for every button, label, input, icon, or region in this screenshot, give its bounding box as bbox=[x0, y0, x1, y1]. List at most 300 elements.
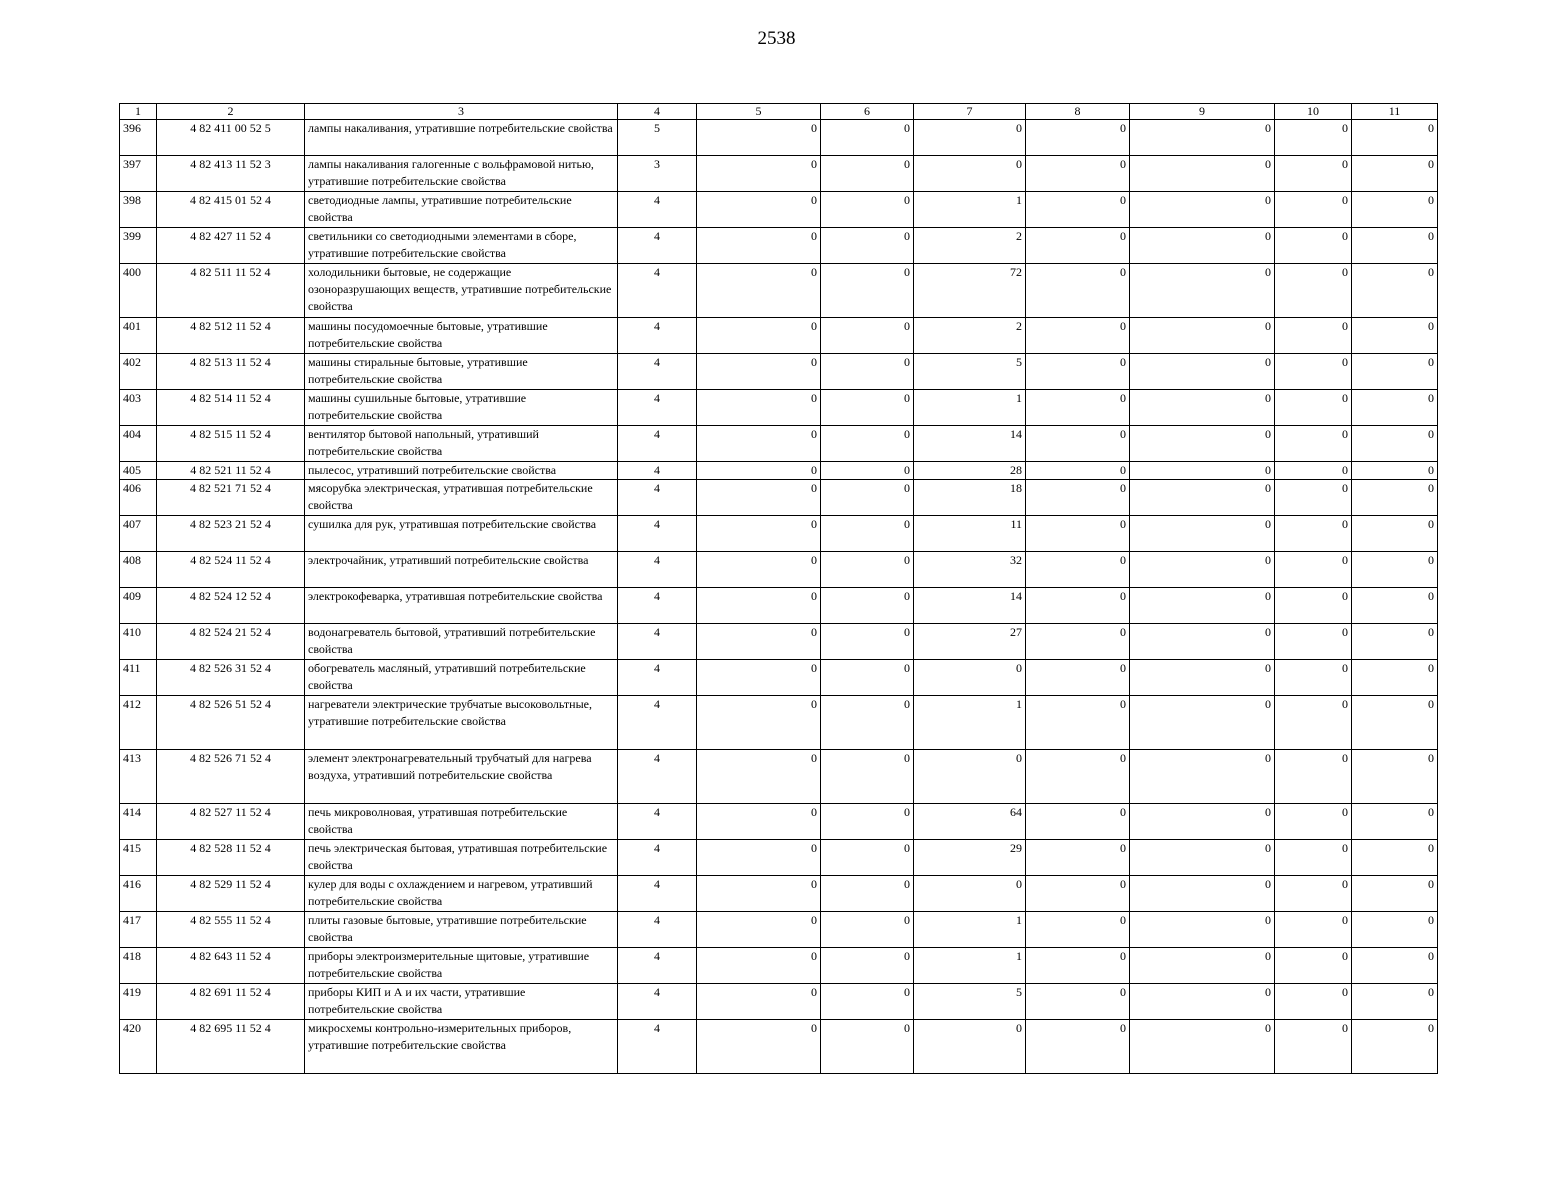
value-cell: 0 bbox=[821, 462, 914, 480]
hazard-class: 4 bbox=[618, 480, 697, 516]
row-number: 412 bbox=[120, 696, 157, 750]
value-cell: 0 bbox=[1130, 120, 1275, 156]
value-cell: 0 bbox=[1130, 948, 1275, 984]
value-cell: 0 bbox=[1275, 426, 1352, 462]
value-cell: 1 bbox=[914, 912, 1026, 948]
hazard-class: 4 bbox=[618, 696, 697, 750]
value-cell: 0 bbox=[1026, 516, 1130, 552]
value-cell: 0 bbox=[1026, 588, 1130, 624]
waste-name: обогреватель масляный, утративший потребительские свойства bbox=[305, 660, 618, 696]
value-cell: 32 bbox=[914, 552, 1026, 588]
value-cell: 0 bbox=[697, 516, 821, 552]
column-header: 3 bbox=[305, 104, 618, 120]
value-cell: 0 bbox=[697, 912, 821, 948]
value-cell: 0 bbox=[697, 696, 821, 750]
value-cell: 0 bbox=[1130, 354, 1275, 390]
table-row bbox=[120, 264, 1438, 318]
value-cell: 0 bbox=[1026, 192, 1130, 228]
value-cell: 0 bbox=[1026, 480, 1130, 516]
column-header: 10 bbox=[1275, 104, 1352, 120]
value-cell: 0 bbox=[1352, 120, 1438, 156]
waste-code: 4 82 526 71 52 4 bbox=[157, 750, 305, 804]
hazard-class: 4 bbox=[618, 624, 697, 660]
hazard-class: 3 bbox=[618, 156, 697, 192]
table-row bbox=[120, 480, 1438, 516]
row-number: 400 bbox=[120, 264, 157, 318]
value-cell: 0 bbox=[1130, 192, 1275, 228]
waste-code: 4 82 521 71 52 4 bbox=[157, 480, 305, 516]
value-cell: 0 bbox=[697, 156, 821, 192]
row-number: 411 bbox=[120, 660, 157, 696]
value-cell: 18 bbox=[914, 480, 1026, 516]
value-cell: 0 bbox=[1130, 750, 1275, 804]
table-row bbox=[120, 462, 1438, 480]
value-cell: 0 bbox=[1352, 750, 1438, 804]
column-header: 11 bbox=[1352, 104, 1438, 120]
value-cell: 0 bbox=[1352, 156, 1438, 192]
column-header: 9 bbox=[1130, 104, 1275, 120]
row-number: 402 bbox=[120, 354, 157, 390]
value-cell: 0 bbox=[914, 750, 1026, 804]
row-number: 405 bbox=[120, 462, 157, 480]
value-cell: 0 bbox=[697, 840, 821, 876]
row-number: 401 bbox=[120, 318, 157, 354]
table-row bbox=[120, 192, 1438, 228]
value-cell: 14 bbox=[914, 588, 1026, 624]
value-cell: 0 bbox=[1026, 804, 1130, 840]
hazard-class: 4 bbox=[618, 354, 697, 390]
table-row bbox=[120, 840, 1438, 876]
waste-name: печь электрическая бытовая, утратившая потребительские свойства bbox=[305, 840, 618, 876]
value-cell: 0 bbox=[1275, 516, 1352, 552]
value-cell: 0 bbox=[821, 696, 914, 750]
waste-code: 4 82 521 11 52 4 bbox=[157, 462, 305, 480]
value-cell: 1 bbox=[914, 948, 1026, 984]
waste-code: 4 82 695 11 52 4 bbox=[157, 1020, 305, 1074]
value-cell: 0 bbox=[697, 120, 821, 156]
row-number: 404 bbox=[120, 426, 157, 462]
hazard-class: 4 bbox=[618, 588, 697, 624]
value-cell: 0 bbox=[1026, 426, 1130, 462]
waste-name: вентилятор бытовой напольный, утративший потребительские свойства bbox=[305, 426, 618, 462]
waste-code: 4 82 515 11 52 4 bbox=[157, 426, 305, 462]
value-cell: 0 bbox=[1275, 354, 1352, 390]
value-cell: 0 bbox=[1352, 588, 1438, 624]
row-number: 419 bbox=[120, 984, 157, 1020]
waste-code: 4 82 524 21 52 4 bbox=[157, 624, 305, 660]
waste-code: 4 82 524 11 52 4 bbox=[157, 552, 305, 588]
value-cell: 0 bbox=[1026, 660, 1130, 696]
table-row bbox=[120, 696, 1438, 750]
value-cell: 0 bbox=[821, 318, 914, 354]
value-cell: 0 bbox=[914, 876, 1026, 912]
value-cell: 0 bbox=[1275, 228, 1352, 264]
value-cell: 0 bbox=[1130, 1020, 1275, 1074]
column-header: 5 bbox=[697, 104, 821, 120]
value-cell: 1 bbox=[914, 696, 1026, 750]
value-cell: 0 bbox=[1352, 840, 1438, 876]
column-header: 1 bbox=[120, 104, 157, 120]
hazard-class: 4 bbox=[618, 264, 697, 318]
value-cell: 27 bbox=[914, 624, 1026, 660]
value-cell: 0 bbox=[1026, 750, 1130, 804]
value-cell: 0 bbox=[821, 390, 914, 426]
header-row bbox=[120, 104, 1438, 120]
value-cell: 0 bbox=[1352, 192, 1438, 228]
value-cell: 0 bbox=[1352, 462, 1438, 480]
value-cell: 0 bbox=[914, 156, 1026, 192]
row-number: 414 bbox=[120, 804, 157, 840]
value-cell: 0 bbox=[1275, 804, 1352, 840]
value-cell: 0 bbox=[1352, 804, 1438, 840]
value-cell: 0 bbox=[914, 1020, 1026, 1074]
value-cell: 1 bbox=[914, 390, 1026, 426]
row-number: 410 bbox=[120, 624, 157, 660]
value-cell: 0 bbox=[1352, 948, 1438, 984]
value-cell: 0 bbox=[821, 984, 914, 1020]
value-cell: 0 bbox=[1275, 750, 1352, 804]
waste-name: машины сушильные бытовые, утратившие потребительские свойства bbox=[305, 390, 618, 426]
table-row bbox=[120, 588, 1438, 624]
value-cell: 0 bbox=[1352, 552, 1438, 588]
value-cell: 0 bbox=[697, 552, 821, 588]
value-cell: 0 bbox=[1352, 480, 1438, 516]
table-row bbox=[120, 750, 1438, 804]
row-number: 396 bbox=[120, 120, 157, 156]
hazard-class: 4 bbox=[618, 318, 697, 354]
hazard-class: 4 bbox=[618, 516, 697, 552]
value-cell: 0 bbox=[1026, 984, 1130, 1020]
value-cell: 0 bbox=[697, 192, 821, 228]
waste-registry-table bbox=[119, 103, 1438, 1074]
table-row bbox=[120, 228, 1438, 264]
table-row bbox=[120, 948, 1438, 984]
value-cell: 0 bbox=[697, 804, 821, 840]
hazard-class: 4 bbox=[618, 462, 697, 480]
value-cell: 0 bbox=[697, 588, 821, 624]
hazard-class: 4 bbox=[618, 912, 697, 948]
value-cell: 0 bbox=[1026, 120, 1130, 156]
table-row bbox=[120, 660, 1438, 696]
hazard-class: 4 bbox=[618, 1020, 697, 1074]
row-number: 408 bbox=[120, 552, 157, 588]
value-cell: 0 bbox=[697, 354, 821, 390]
value-cell: 0 bbox=[821, 750, 914, 804]
value-cell: 0 bbox=[1026, 696, 1130, 750]
table-body bbox=[120, 120, 1438, 1074]
column-header: 6 bbox=[821, 104, 914, 120]
value-cell: 0 bbox=[1352, 354, 1438, 390]
column-header: 4 bbox=[618, 104, 697, 120]
value-cell: 5 bbox=[914, 984, 1026, 1020]
waste-name: светодиодные лампы, утратившие потребительские свойства bbox=[305, 192, 618, 228]
value-cell: 0 bbox=[1026, 840, 1130, 876]
value-cell: 0 bbox=[1130, 696, 1275, 750]
table-row bbox=[120, 1020, 1438, 1074]
value-cell: 0 bbox=[697, 876, 821, 912]
value-cell: 0 bbox=[821, 804, 914, 840]
value-cell: 0 bbox=[1275, 588, 1352, 624]
value-cell: 0 bbox=[1352, 228, 1438, 264]
value-cell: 0 bbox=[1352, 876, 1438, 912]
hazard-class: 4 bbox=[618, 804, 697, 840]
waste-code: 4 82 526 51 52 4 bbox=[157, 696, 305, 750]
value-cell: 29 bbox=[914, 840, 1026, 876]
value-cell: 0 bbox=[1130, 624, 1275, 660]
waste-code: 4 82 643 11 52 4 bbox=[157, 948, 305, 984]
value-cell: 0 bbox=[1352, 1020, 1438, 1074]
waste-name: мясорубка электрическая, утратившая потребительские свойства bbox=[305, 480, 618, 516]
value-cell: 5 bbox=[914, 354, 1026, 390]
value-cell: 0 bbox=[1026, 228, 1130, 264]
value-cell: 0 bbox=[1275, 480, 1352, 516]
value-cell: 0 bbox=[821, 660, 914, 696]
waste-name: приборы электроизмерительные щитовые, утратившие потребительские свойства bbox=[305, 948, 618, 984]
table-row bbox=[120, 876, 1438, 912]
value-cell: 0 bbox=[1352, 660, 1438, 696]
value-cell: 0 bbox=[1275, 1020, 1352, 1074]
value-cell: 14 bbox=[914, 426, 1026, 462]
waste-code: 4 82 526 31 52 4 bbox=[157, 660, 305, 696]
value-cell: 2 bbox=[914, 228, 1026, 264]
value-cell: 0 bbox=[1130, 876, 1275, 912]
value-cell: 0 bbox=[1026, 264, 1130, 318]
value-cell: 0 bbox=[1130, 660, 1275, 696]
table-row bbox=[120, 354, 1438, 390]
column-header: 2 bbox=[157, 104, 305, 120]
value-cell: 0 bbox=[697, 462, 821, 480]
value-cell: 0 bbox=[697, 750, 821, 804]
value-cell: 0 bbox=[1130, 264, 1275, 318]
value-cell: 0 bbox=[1275, 912, 1352, 948]
value-cell: 28 bbox=[914, 462, 1026, 480]
value-cell: 0 bbox=[1352, 984, 1438, 1020]
value-cell: 0 bbox=[914, 660, 1026, 696]
waste-name: машины стиральные бытовые, утратившие потребительские свойства bbox=[305, 354, 618, 390]
waste-name: машины посудомоечные бытовые, утратившие потребительские свойства bbox=[305, 318, 618, 354]
value-cell: 0 bbox=[697, 390, 821, 426]
row-number: 409 bbox=[120, 588, 157, 624]
table-row bbox=[120, 390, 1438, 426]
waste-code: 4 82 514 11 52 4 bbox=[157, 390, 305, 426]
value-cell: 0 bbox=[1352, 264, 1438, 318]
value-cell: 0 bbox=[821, 120, 914, 156]
waste-code: 4 82 427 11 52 4 bbox=[157, 228, 305, 264]
hazard-class: 4 bbox=[618, 984, 697, 1020]
hazard-class: 4 bbox=[618, 660, 697, 696]
value-cell: 0 bbox=[1130, 390, 1275, 426]
waste-code: 4 82 411 00 52 5 bbox=[157, 120, 305, 156]
waste-name: светильники со светодиодными элементами в сборе, утратившие потребительские свойства bbox=[305, 228, 618, 264]
value-cell: 0 bbox=[697, 660, 821, 696]
value-cell: 0 bbox=[1130, 588, 1275, 624]
value-cell: 0 bbox=[821, 264, 914, 318]
row-number: 417 bbox=[120, 912, 157, 948]
value-cell: 0 bbox=[1275, 192, 1352, 228]
table-row bbox=[120, 912, 1438, 948]
value-cell: 0 bbox=[821, 840, 914, 876]
waste-name: лампы накаливания галогенные с вольфрамовой нитью, утратившие потребительские свойства bbox=[305, 156, 618, 192]
waste-code: 4 82 527 11 52 4 bbox=[157, 804, 305, 840]
value-cell: 0 bbox=[821, 426, 914, 462]
waste-code: 4 82 524 12 52 4 bbox=[157, 588, 305, 624]
value-cell: 0 bbox=[1352, 912, 1438, 948]
value-cell: 0 bbox=[1130, 984, 1275, 1020]
table-row bbox=[120, 426, 1438, 462]
value-cell: 0 bbox=[697, 480, 821, 516]
value-cell: 0 bbox=[821, 948, 914, 984]
value-cell: 0 bbox=[821, 228, 914, 264]
waste-name: пылесос, утративший потребительские свойства bbox=[305, 462, 618, 480]
column-header: 7 bbox=[914, 104, 1026, 120]
row-number: 398 bbox=[120, 192, 157, 228]
value-cell: 0 bbox=[1275, 840, 1352, 876]
value-cell: 0 bbox=[697, 948, 821, 984]
value-cell: 0 bbox=[821, 588, 914, 624]
table-row bbox=[120, 804, 1438, 840]
value-cell: 0 bbox=[1352, 318, 1438, 354]
value-cell: 0 bbox=[1026, 462, 1130, 480]
value-cell: 11 bbox=[914, 516, 1026, 552]
waste-name: плиты газовые бытовые, утратившие потребительские свойства bbox=[305, 912, 618, 948]
waste-name: кулер для воды с охлаждением и нагревом, утративший потребительские свойства bbox=[305, 876, 618, 912]
value-cell: 0 bbox=[914, 120, 1026, 156]
waste-code: 4 82 511 11 52 4 bbox=[157, 264, 305, 318]
hazard-class: 4 bbox=[618, 552, 697, 588]
value-cell: 0 bbox=[697, 426, 821, 462]
row-number: 406 bbox=[120, 480, 157, 516]
waste-name: электрочайник, утративший потребительские свойства bbox=[305, 552, 618, 588]
hazard-class: 4 bbox=[618, 228, 697, 264]
value-cell: 0 bbox=[1275, 390, 1352, 426]
row-number: 413 bbox=[120, 750, 157, 804]
value-cell: 64 bbox=[914, 804, 1026, 840]
value-cell: 0 bbox=[1275, 876, 1352, 912]
value-cell: 0 bbox=[821, 876, 914, 912]
row-number: 415 bbox=[120, 840, 157, 876]
waste-name: холодильники бытовые, не содержащие озоноразрушающих веществ, утратившие потребительские свойства bbox=[305, 264, 618, 318]
value-cell: 0 bbox=[1275, 624, 1352, 660]
value-cell: 0 bbox=[821, 156, 914, 192]
value-cell: 0 bbox=[1275, 120, 1352, 156]
waste-code: 4 82 512 11 52 4 bbox=[157, 318, 305, 354]
value-cell: 0 bbox=[1275, 660, 1352, 696]
value-cell: 0 bbox=[1130, 840, 1275, 876]
value-cell: 1 bbox=[914, 192, 1026, 228]
value-cell: 0 bbox=[697, 624, 821, 660]
hazard-class: 4 bbox=[618, 750, 697, 804]
value-cell: 0 bbox=[1026, 354, 1130, 390]
value-cell: 0 bbox=[1026, 552, 1130, 588]
value-cell: 0 bbox=[1352, 696, 1438, 750]
value-cell: 0 bbox=[1275, 264, 1352, 318]
hazard-class: 4 bbox=[618, 426, 697, 462]
row-number: 418 bbox=[120, 948, 157, 984]
value-cell: 0 bbox=[697, 318, 821, 354]
value-cell: 0 bbox=[1026, 948, 1130, 984]
value-cell: 0 bbox=[1026, 318, 1130, 354]
waste-name: элемент электронагревательный трубчатый для нагрева воздуха, утративший потребительские свойства bbox=[305, 750, 618, 804]
hazard-class: 4 bbox=[618, 840, 697, 876]
value-cell: 0 bbox=[821, 912, 914, 948]
value-cell: 0 bbox=[1026, 624, 1130, 660]
value-cell: 2 bbox=[914, 318, 1026, 354]
hazard-class: 4 bbox=[618, 192, 697, 228]
value-cell: 0 bbox=[1352, 624, 1438, 660]
hazard-class: 4 bbox=[618, 390, 697, 426]
table-row bbox=[120, 156, 1438, 192]
waste-name: печь микроволновая, утратившая потребительские свойства bbox=[305, 804, 618, 840]
value-cell: 0 bbox=[821, 354, 914, 390]
waste-code: 4 82 528 11 52 4 bbox=[157, 840, 305, 876]
table-row bbox=[120, 318, 1438, 354]
hazard-class: 5 bbox=[618, 120, 697, 156]
value-cell: 0 bbox=[697, 264, 821, 318]
value-cell: 0 bbox=[697, 228, 821, 264]
value-cell: 0 bbox=[697, 1020, 821, 1074]
waste-code: 4 82 691 11 52 4 bbox=[157, 984, 305, 1020]
value-cell: 0 bbox=[1130, 912, 1275, 948]
waste-code: 4 82 415 01 52 4 bbox=[157, 192, 305, 228]
table-row bbox=[120, 516, 1438, 552]
value-cell: 0 bbox=[1026, 390, 1130, 426]
value-cell: 0 bbox=[1352, 426, 1438, 462]
value-cell: 0 bbox=[1275, 984, 1352, 1020]
table-row bbox=[120, 552, 1438, 588]
value-cell: 0 bbox=[1130, 516, 1275, 552]
value-cell: 0 bbox=[1130, 228, 1275, 264]
waste-code: 4 82 555 11 52 4 bbox=[157, 912, 305, 948]
hazard-class: 4 bbox=[618, 948, 697, 984]
value-cell: 0 bbox=[1275, 462, 1352, 480]
waste-code: 4 82 513 11 52 4 bbox=[157, 354, 305, 390]
value-cell: 0 bbox=[1130, 462, 1275, 480]
waste-code: 4 82 529 11 52 4 bbox=[157, 876, 305, 912]
value-cell: 0 bbox=[1275, 696, 1352, 750]
value-cell: 0 bbox=[1026, 912, 1130, 948]
waste-name: сушилка для рук, утратившая потребительские свойства bbox=[305, 516, 618, 552]
value-cell: 0 bbox=[1275, 156, 1352, 192]
value-cell: 0 bbox=[1130, 156, 1275, 192]
value-cell: 0 bbox=[1026, 1020, 1130, 1074]
value-cell: 0 bbox=[1130, 426, 1275, 462]
table-row bbox=[120, 984, 1438, 1020]
value-cell: 0 bbox=[1026, 876, 1130, 912]
waste-code: 4 82 413 11 52 3 bbox=[157, 156, 305, 192]
row-number: 399 bbox=[120, 228, 157, 264]
waste-name: водонагреватель бытовой, утративший потребительские свойства bbox=[305, 624, 618, 660]
value-cell: 0 bbox=[1130, 480, 1275, 516]
waste-name: микросхемы контрольно-измерительных приборов, утратившие потребительские свойства bbox=[305, 1020, 618, 1074]
value-cell: 0 bbox=[1275, 318, 1352, 354]
value-cell: 0 bbox=[1130, 318, 1275, 354]
value-cell: 0 bbox=[821, 624, 914, 660]
page-number: 2538 bbox=[757, 28, 796, 49]
waste-name: приборы КИП и А и их части, утратившие потребительские свойства bbox=[305, 984, 618, 1020]
table-row bbox=[120, 624, 1438, 660]
value-cell: 0 bbox=[1352, 390, 1438, 426]
value-cell: 0 bbox=[1275, 552, 1352, 588]
waste-name: лампы накаливания, утратившие потребительские свойства bbox=[305, 120, 618, 156]
value-cell: 0 bbox=[821, 552, 914, 588]
row-number: 416 bbox=[120, 876, 157, 912]
table-row bbox=[120, 120, 1438, 156]
value-cell: 0 bbox=[1130, 552, 1275, 588]
value-cell: 0 bbox=[821, 480, 914, 516]
hazard-class: 4 bbox=[618, 876, 697, 912]
value-cell: 0 bbox=[1275, 948, 1352, 984]
row-number: 407 bbox=[120, 516, 157, 552]
